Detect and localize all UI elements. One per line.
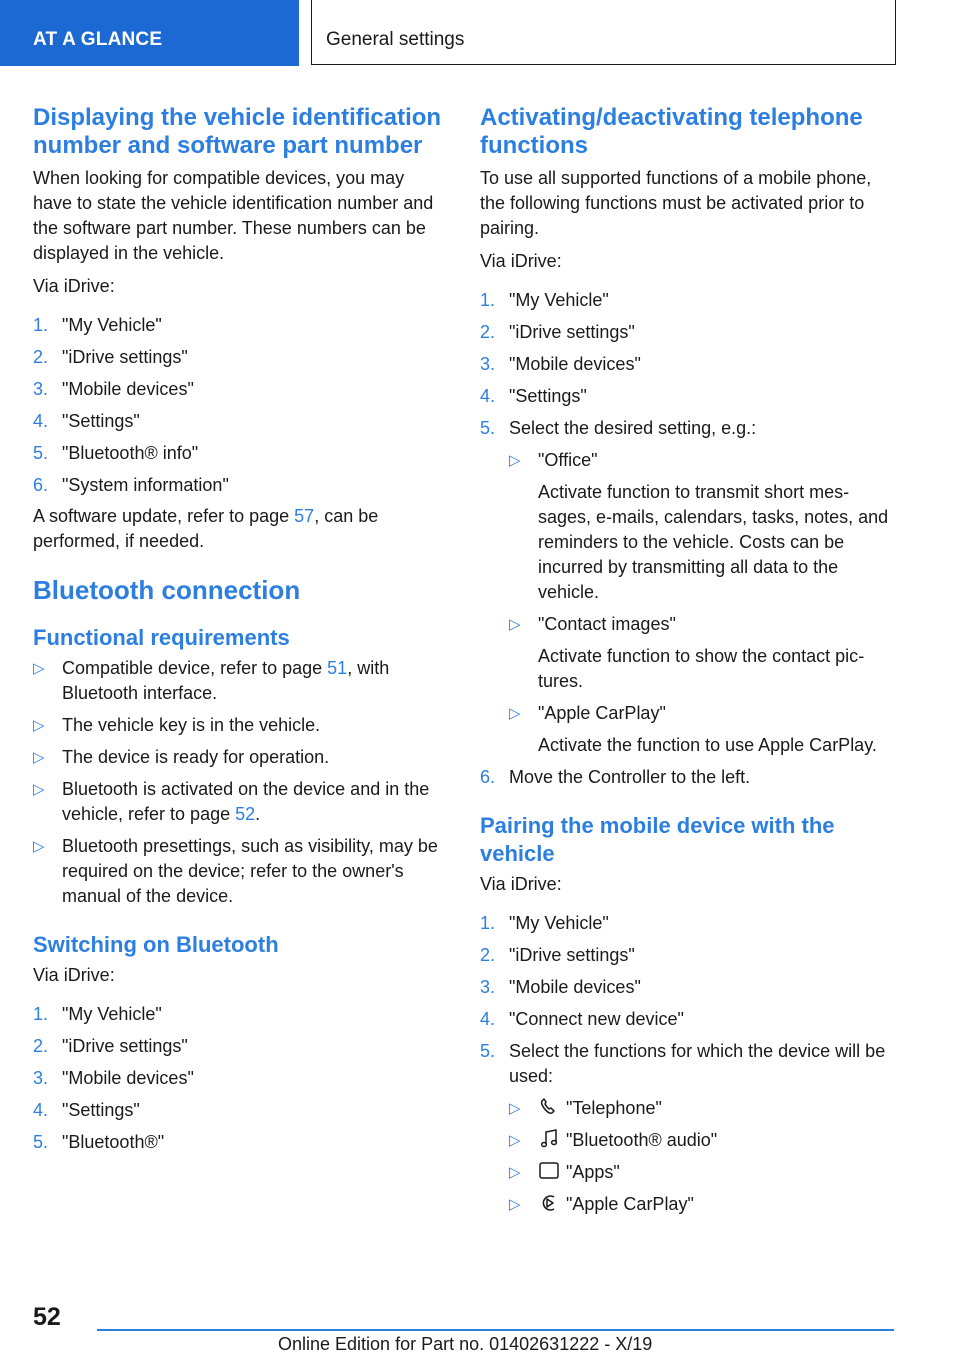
list-item: 4. "Settings" xyxy=(33,411,140,431)
list-item: 3. "Mobile devices" xyxy=(33,1068,194,1088)
music-note-icon xyxy=(538,1129,560,1149)
list-item: 4. "Connect new device" xyxy=(480,1009,684,1029)
list-item: 2. "iDrive settings" xyxy=(33,347,188,367)
list-item: ▷ "Bluetooth® audio" xyxy=(509,1128,890,1153)
requirements-list xyxy=(33,656,443,909)
list-item: 4. "Settings" xyxy=(480,386,587,406)
header-chapter-box xyxy=(311,0,896,65)
apps-icon xyxy=(538,1161,560,1181)
steps-telephone-functions xyxy=(480,288,890,790)
list-item: 3. "Mobile devices" xyxy=(480,977,641,997)
page-link-51[interactable]: 51 xyxy=(327,658,348,678)
carplay-icon xyxy=(538,1193,560,1213)
header-chapter-label: General settings xyxy=(326,29,465,50)
list-item: 1. "My Vehicle" xyxy=(33,1004,162,1024)
list-item: 2. "iDrive settings" xyxy=(480,945,635,965)
list-item: 5. "Bluetooth®" xyxy=(33,1132,165,1152)
list-item: 1. "My Vehicle" xyxy=(480,913,609,933)
bullet-triangle-icon: ▷ xyxy=(33,717,45,734)
list-item: 6. Move the Controller to the left. xyxy=(480,767,751,787)
list-item: ▷ The device is ready for operation. xyxy=(33,745,443,770)
via-idrive-1: Via iDrive: xyxy=(33,276,115,296)
steps-pairing xyxy=(480,911,890,1217)
function-options xyxy=(509,1096,890,1217)
list-item: ▷ Bluetooth presettings, such as visibility, may be required on the device; refer to the owner's manual of the device. xyxy=(33,836,438,906)
list-item: 5. "Bluetooth® info" xyxy=(33,443,199,463)
steps-vin xyxy=(33,313,443,498)
heading-functional-requirements: Functional requirements xyxy=(33,625,290,650)
page-link-57[interactable]: 57 xyxy=(294,506,315,526)
paragraph-update: A software update, refer to page 57, can be performed, if needed. xyxy=(33,506,379,551)
list-item: 4. "Settings" xyxy=(33,1100,140,1120)
list-item: ▷ "Office" Activate function to transmit short messages, e-mails, calendars, tasks, notes, and reminders to the vehicle. Costs can be incurred by transmitting all data to the vehicle. xyxy=(509,450,889,602)
bullet-triangle-icon: ▷ xyxy=(509,452,521,469)
phone-icon xyxy=(538,1097,560,1117)
steps-bluetooth xyxy=(33,1002,443,1155)
header-section-label: AT A GLANCE xyxy=(33,29,163,50)
page-link-52[interactable]: 52 xyxy=(235,804,256,824)
via-idrive-3: Via iDrive: xyxy=(480,251,562,271)
bullet-triangle-icon: ▷ xyxy=(509,616,521,633)
list-item: 1. "My Vehicle" xyxy=(33,315,162,335)
bullet-triangle-icon: ▷ xyxy=(33,781,45,798)
bullet-triangle-icon: ▷ xyxy=(509,705,521,722)
list-item: 6. "System information" xyxy=(33,475,229,495)
list-item: ▷ "Telephone" xyxy=(509,1096,890,1121)
list-item: ▷ Compatible device, refer to page 51, with Bluetooth interface. xyxy=(33,658,390,703)
bullet-triangle-icon: ▷ xyxy=(509,1164,521,1181)
list-item: 3. "Mobile devices" xyxy=(33,379,194,399)
header-section-tab xyxy=(0,0,299,66)
list-item: ▷ "Apple CarPlay" xyxy=(509,1192,890,1217)
heading-switching-on-bluetooth: Switching on Bluetooth xyxy=(33,932,279,957)
paragraph-telephone-functions: To use all supported functions of a mobile phone, the following functions must be activated prior to pairing. xyxy=(480,168,872,238)
list-item: 3. "Mobile devices" xyxy=(480,354,641,374)
page-number: 52 xyxy=(33,1303,61,1331)
bullet-triangle-icon: ▷ xyxy=(33,660,45,677)
footer-divider xyxy=(97,1329,894,1331)
via-idrive-4: Via iDrive: xyxy=(480,874,562,894)
bullet-triangle-icon: ▷ xyxy=(33,749,45,766)
list-item: 1. "My Vehicle" xyxy=(480,290,609,310)
heading-telephone-functions: Activating/deactivating telephone functions xyxy=(480,104,863,159)
list-item: ▷ Bluetooth is activated on the device and in the vehicle, refer to page 52. xyxy=(33,779,430,824)
list-item: ▷ "Apps" xyxy=(509,1160,890,1185)
list-item: 2. "iDrive settings" xyxy=(33,1036,188,1056)
bullet-triangle-icon: ▷ xyxy=(33,838,45,855)
paragraph-vin: When looking for compatible devices, you may have to state the vehicle identification number and the software part number. These numbers can be displayed in the vehicle. xyxy=(33,168,434,263)
heading-pairing: Pairing the mobile device with the vehicle xyxy=(480,813,835,866)
list-item: 2. "iDrive settings" xyxy=(480,322,635,342)
list-item: 5. Select the desired setting, e.g.: ▷ "Office" Activate function to transmit short messages, e-mails, calendars, tasks, notes, and reminders to the vehicle. Costs can be incurred by transmitting all data to the vehicle. ▷ "Contact images" Activate function to show the contact pictures. ▷ "Apple CarPlay" Activate the function to use Apple CarPlay. xyxy=(480,416,890,758)
list-item: ▷ "Apple CarPlay" Activate the function to use Apple CarPlay. xyxy=(509,703,877,755)
via-idrive-2: Via iDrive: xyxy=(33,965,115,985)
bullet-triangle-icon: ▷ xyxy=(509,1196,521,1213)
list-item: ▷ "Contact images" Activate function to show the contact pictures. xyxy=(509,614,865,691)
list-item: ▷ The vehicle key is in the vehicle. xyxy=(33,713,443,738)
footer-edition: Online Edition for Part no. 01402631222 - X/19 xyxy=(278,1334,653,1354)
bullet-triangle-icon: ▷ xyxy=(509,1100,521,1117)
settings-options xyxy=(509,448,890,758)
list-item: 5. Select the functions for which the device will be used: ▷ "Telephone" ▷ "Bluetooth® audio" ▷ "Apps" ▷ "Apple CarPlay" xyxy=(480,1039,890,1217)
bullet-triangle-icon: ▷ xyxy=(509,1132,521,1149)
heading-bluetooth-connection: Bluetooth connection xyxy=(33,575,301,605)
heading-vin: Displaying the vehicle identification number and software part number xyxy=(33,104,442,159)
right-column xyxy=(480,104,890,1217)
left-column xyxy=(33,104,443,1155)
